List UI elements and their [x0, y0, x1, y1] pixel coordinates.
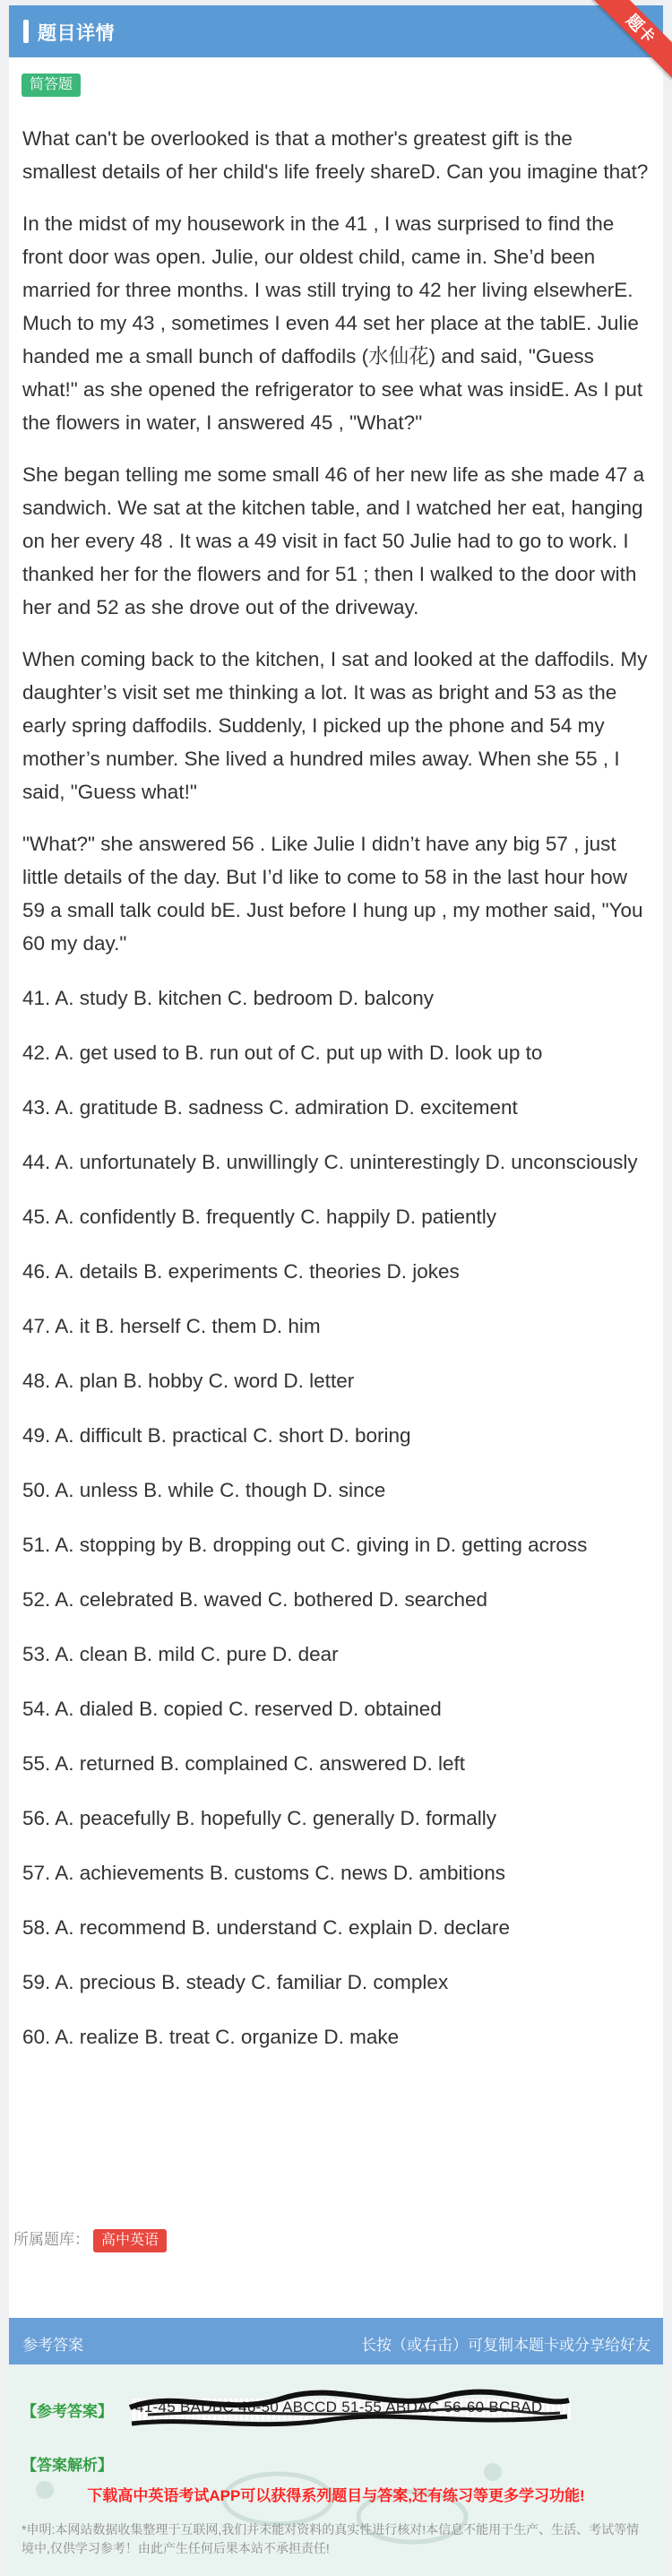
answer-header: [9, 2318, 663, 2364]
corner-ribbon: [591, 0, 672, 81]
passage-paragraph: When coming back to the kitchen, I sat and looked at the daffodils. My daughter’s visit set me thinking a lot. It was as bright and 53 as the early spring daffodils. Suddenly, I picked up the phone and 54 my mother’s number. She lived a hundred miles away. When she 55 , I said, "Guess what!": [22, 648, 648, 803]
option-item: 50. A. unless B. while C. though D. since: [22, 1479, 386, 1501]
question-type-badge: 简答题: [22, 73, 81, 97]
option-item: 56. A. peacefully B. hopefully C. generally D. formally: [22, 1807, 497, 1829]
passage-paragraph: "What?" she answered 56 . Like Julie I didn’t have any big 57 , just little details of the day. But I’d like to come to 58 in the last hour how 59 a small talk could bE. Just before I hung up , my mother said, "You 60 my day.": [22, 833, 643, 955]
library-label: 所属题库：: [13, 2231, 90, 2248]
option-item: 42. A. get used to B. run out of C. put up with D. look up to: [22, 1042, 543, 1064]
question-card: [9, 5, 663, 2336]
option-item: 60. A. realize B. treat C. organize D. make: [22, 2026, 400, 2048]
passage-paragraph: What can't be overlooked is that a mother's greatest gift is the smallest details of her child's life freely shareD. Can you imagine that?: [22, 127, 649, 183]
download-app-promo[interactable]: 下载高中英语考试APP可以获得系列题目与答案,还有练习等更多学习功能!: [87, 2487, 585, 2504]
option-item: 48. A. plan B. hobby C. word D. letter: [22, 1370, 355, 1392]
question-library-row: [13, 2227, 167, 2254]
reference-answer-text: 41-45 BADBC 46-50 ABCCD 51-55 ABDAC 56-60 BCBAD: [130, 2399, 571, 2420]
passage-paragraph: In the midst of my housework in the 41 , I was surprised to find the front door was open. Julie, our oldest child, came in. She’d been married for three months. I was still trying to 42 her living elsewherE. Much to my 43 , sometimes I even 44 set her place at the tablE. Julie handed me a small bunch of daffodils (水仙花) and said, "Guess what!" as she opened the refrigerator to see what was insidE. As I put the flowers in water, I answered 45 , "What?": [22, 212, 643, 434]
page-title: 题目详情: [38, 23, 115, 44]
option-item: 47. A. it B. herself C. them D. him: [22, 1315, 321, 1337]
option-item: 53. A. clean B. mild C. pure D. dear: [22, 1643, 339, 1665]
option-item: 58. A. recommend B. understand C. explain D. declare: [22, 1916, 511, 1939]
option-item: 49. A. difficult B. practical C. short D. boring: [22, 1424, 411, 1447]
header-accent-bar: [23, 20, 29, 43]
option-item: 54. A. dialed B. copied C. reserved D. obtained: [22, 1698, 442, 1720]
option-item: 43. A. gratitude B. sadness C. admiration D. excitement: [22, 1096, 518, 1119]
answer-header-title: 参考答案: [22, 2337, 83, 2354]
option-item: 57. A. achievements B. customs C. news D. ambitions: [22, 1862, 505, 1884]
reference-answer-label: 【参考答案】: [22, 2403, 113, 2420]
answer-panel[interactable]: [9, 2318, 663, 2576]
option-item: 55. A. returned B. complained C. answered D. left: [22, 1752, 466, 1775]
question-content: [22, 122, 650, 2075]
option-item: 52. A. celebrated B. waved C. bothered D. searched: [22, 1588, 488, 1611]
option-item: 45. A. confidently B. frequently C. happily D. patiently: [22, 1206, 497, 1228]
answer-redaction-scribble: [121, 2381, 578, 2443]
ribbon-label: 题卡: [591, 0, 672, 79]
passage-paragraph: She began telling me some small 46 of her new life as she made 47 a sandwich. We sat at the kitchen table, and I watched her eat, hanging on her every 48 . It was a 49 visit in fact 50 Julie had to go to work. I thanked her for the flowers and for 51 ; then I walked to the door with her and 52 as she drove out of the driveway.: [22, 463, 645, 618]
option-item: 44. A. unfortunately B. unwillingly C. uninterestingly D. unconsciously: [22, 1151, 638, 1173]
option-item: 59. A. precious B. steady C. familiar D. complex: [22, 1971, 449, 1993]
answer-analysis-label: 【答案解析】: [22, 2457, 113, 2474]
library-tag[interactable]: 高中英语: [93, 2229, 167, 2252]
option-item: 41. A. study B. kitchen C. bedroom D. balcony: [22, 987, 434, 1009]
option-item: 51. A. stopping by B. dropping out C. giving in D. getting across: [22, 1534, 588, 1556]
disclaimer-text: *申明:本网站数据收集整理于互联网,我们并未能对资料的真实性进行核对!本信息不能用于生产、生活、考试等情境中,仅供学习参考！由此产生任何后果本站不承担责任!: [22, 2522, 640, 2555]
option-item: 46. A. details B. experiments C. theories D. jokes: [22, 1260, 460, 1283]
share-hint: 长按（或右击）可复制本题卡或分享给好友: [361, 2337, 650, 2354]
question-header: [9, 5, 663, 57]
